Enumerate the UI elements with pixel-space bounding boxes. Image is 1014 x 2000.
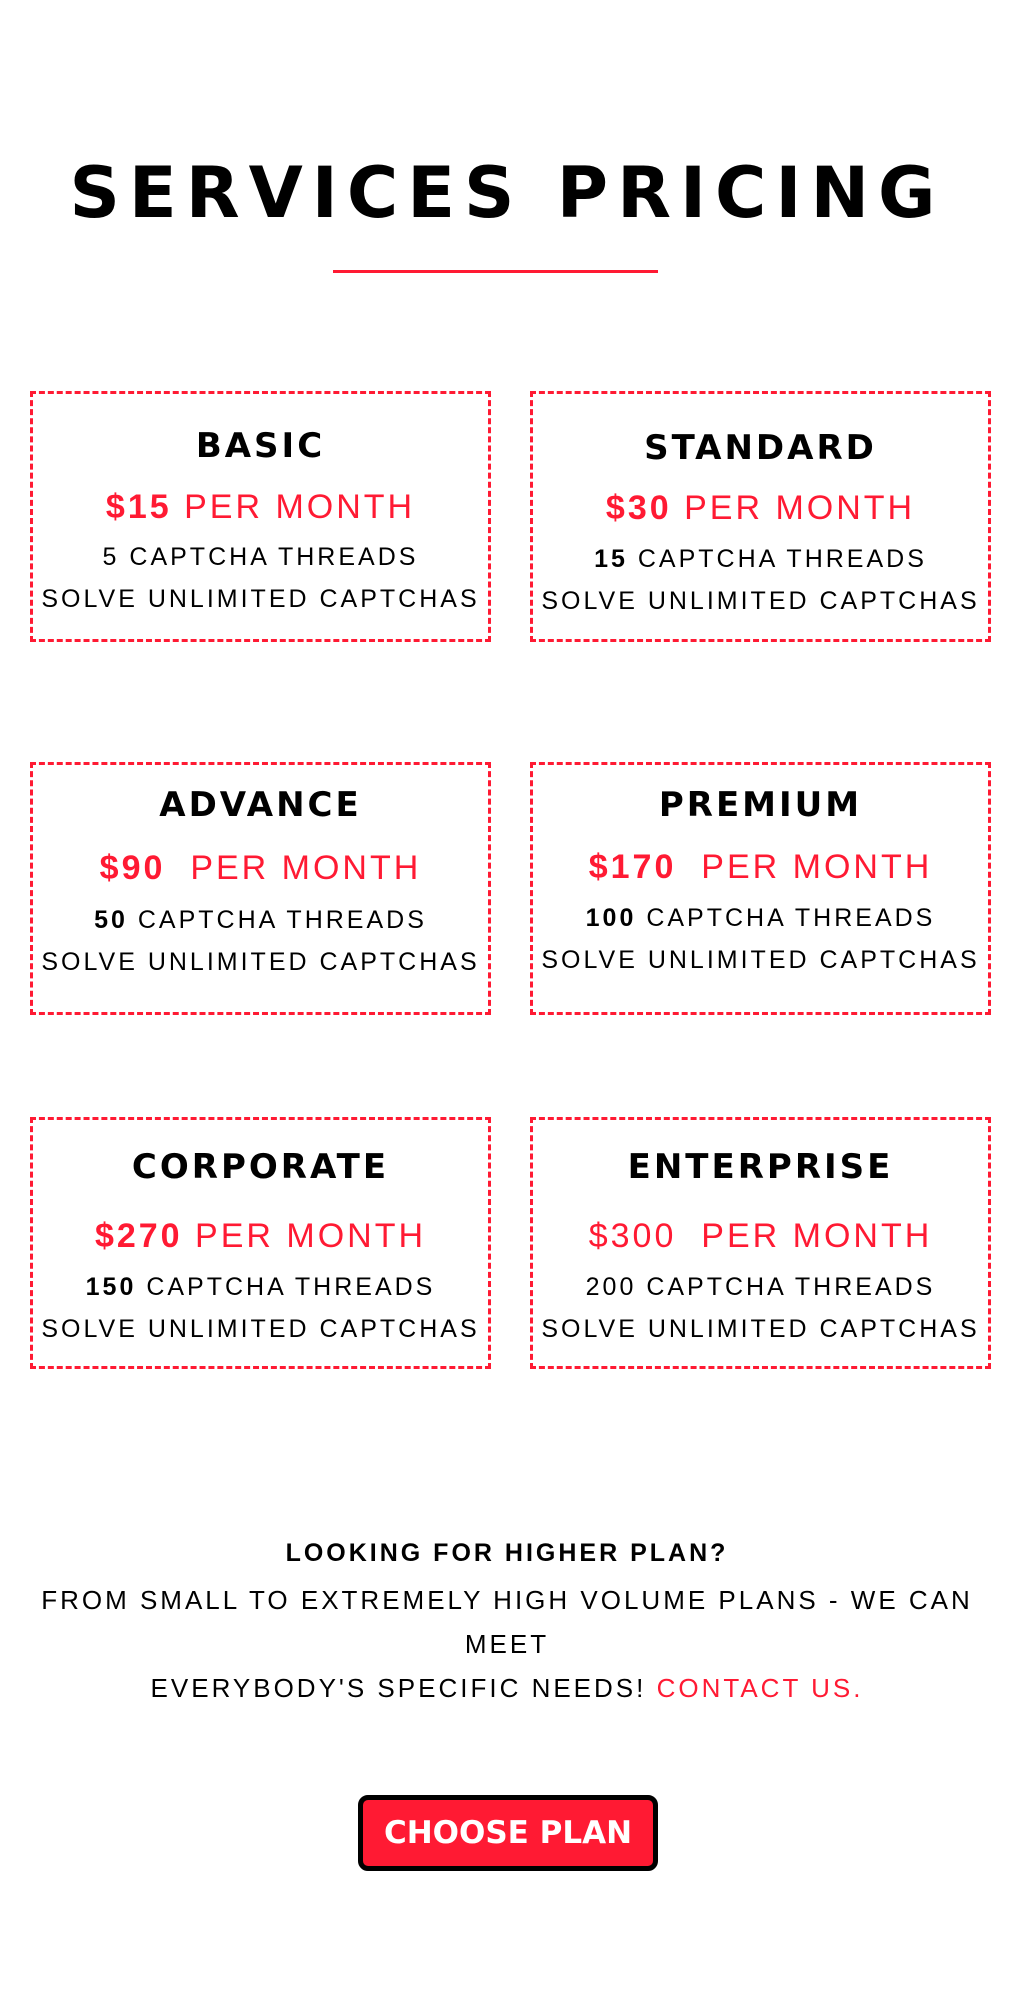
plan-card-standard bbox=[530, 391, 991, 642]
plan-price-amount: $270 bbox=[94, 1217, 183, 1255]
plan-price-period: PER MONTH bbox=[195, 1217, 427, 1255]
plan-threads-count: 100 bbox=[585, 904, 637, 932]
plan-threads bbox=[33, 1270, 488, 1304]
plan-name: CORPORATE bbox=[131, 1147, 390, 1187]
plan-price-amount: $90 bbox=[99, 849, 166, 887]
plan-name: ENTERPRISE bbox=[627, 1147, 894, 1187]
plan-card-advance bbox=[30, 762, 491, 1015]
plan-threads-count: 200 bbox=[585, 1273, 637, 1301]
plan-threads bbox=[533, 542, 988, 576]
plan-solve: SOLVE UNLIMITED CAPTCHAS bbox=[41, 1315, 480, 1343]
plan-threads-count: 150 bbox=[85, 1273, 137, 1301]
plan-card-basic bbox=[30, 391, 491, 642]
plan-threads-label: CAPTCHA THREADS bbox=[146, 1273, 436, 1301]
plan-solve: SOLVE UNLIMITED CAPTCHAS bbox=[541, 946, 980, 974]
plan-name: ADVANCE bbox=[159, 785, 362, 825]
plan-price bbox=[533, 1215, 988, 1257]
plan-solve: SOLVE UNLIMITED CAPTCHAS bbox=[541, 587, 980, 615]
contact-us-link[interactable]: CONTACT US. bbox=[656, 1673, 864, 1703]
plan-card-enterprise bbox=[530, 1117, 991, 1369]
plan-threads-count: 50 bbox=[94, 906, 128, 934]
plan-price-period: PER MONTH bbox=[190, 849, 422, 887]
plan-price-period: PER MONTH bbox=[184, 488, 416, 526]
plan-price bbox=[33, 486, 488, 528]
plan-solve: SOLVE UNLIMITED CAPTCHAS bbox=[541, 1315, 980, 1343]
higher-plan-heading: LOOKING FOR HIGHER PLAN? bbox=[285, 1539, 729, 1567]
choose-plan-button[interactable]: CHOOSE PLAN bbox=[358, 1795, 658, 1871]
plan-price-amount: $30 bbox=[605, 489, 672, 527]
plan-price-period: PER MONTH bbox=[701, 848, 933, 886]
plan-threads-label: CAPTCHA THREADS bbox=[129, 543, 419, 571]
plan-threads bbox=[533, 901, 988, 935]
plan-solve: SOLVE UNLIMITED CAPTCHAS bbox=[41, 948, 480, 976]
higher-plan-text bbox=[30, 1578, 984, 1710]
higher-plan-text-line1: FROM SMALL TO EXTREMELY HIGH VOLUME PLANS - WE CAN MEET bbox=[41, 1585, 973, 1659]
plan-name: STANDARD bbox=[644, 428, 877, 468]
plan-price bbox=[533, 846, 988, 888]
plan-price-period: PER MONTH bbox=[684, 489, 916, 527]
plan-threads-count: 5 bbox=[102, 543, 120, 571]
page-title: SERVICES PRICING bbox=[69, 152, 945, 234]
plan-price-period: PER MONTH bbox=[701, 1217, 933, 1255]
plan-price-amount: $15 bbox=[105, 488, 172, 526]
plan-card-corporate bbox=[30, 1117, 491, 1369]
plan-threads bbox=[33, 540, 488, 574]
higher-plan-text-line2: EVERYBODY'S SPECIFIC NEEDS! bbox=[150, 1673, 647, 1703]
plan-price bbox=[33, 847, 488, 889]
title-underline bbox=[333, 270, 658, 273]
plan-threads-label: CAPTCHA THREADS bbox=[637, 545, 927, 573]
plan-card-premium bbox=[530, 762, 991, 1015]
plan-price-amount: $170 bbox=[588, 848, 677, 886]
plan-threads bbox=[533, 1270, 988, 1304]
plan-threads-count: 15 bbox=[594, 545, 628, 573]
plan-threads-label: CAPTCHA THREADS bbox=[137, 906, 427, 934]
plan-price bbox=[533, 487, 988, 529]
plan-price-amount: $300 bbox=[588, 1217, 677, 1255]
plan-price bbox=[33, 1215, 488, 1257]
plan-name: BASIC bbox=[195, 426, 326, 466]
plan-threads-label: CAPTCHA THREADS bbox=[646, 904, 936, 932]
plan-name: PREMIUM bbox=[658, 785, 863, 825]
plan-solve: SOLVE UNLIMITED CAPTCHAS bbox=[41, 585, 480, 613]
plan-threads-label: CAPTCHA THREADS bbox=[646, 1273, 936, 1301]
plan-threads bbox=[33, 903, 488, 937]
